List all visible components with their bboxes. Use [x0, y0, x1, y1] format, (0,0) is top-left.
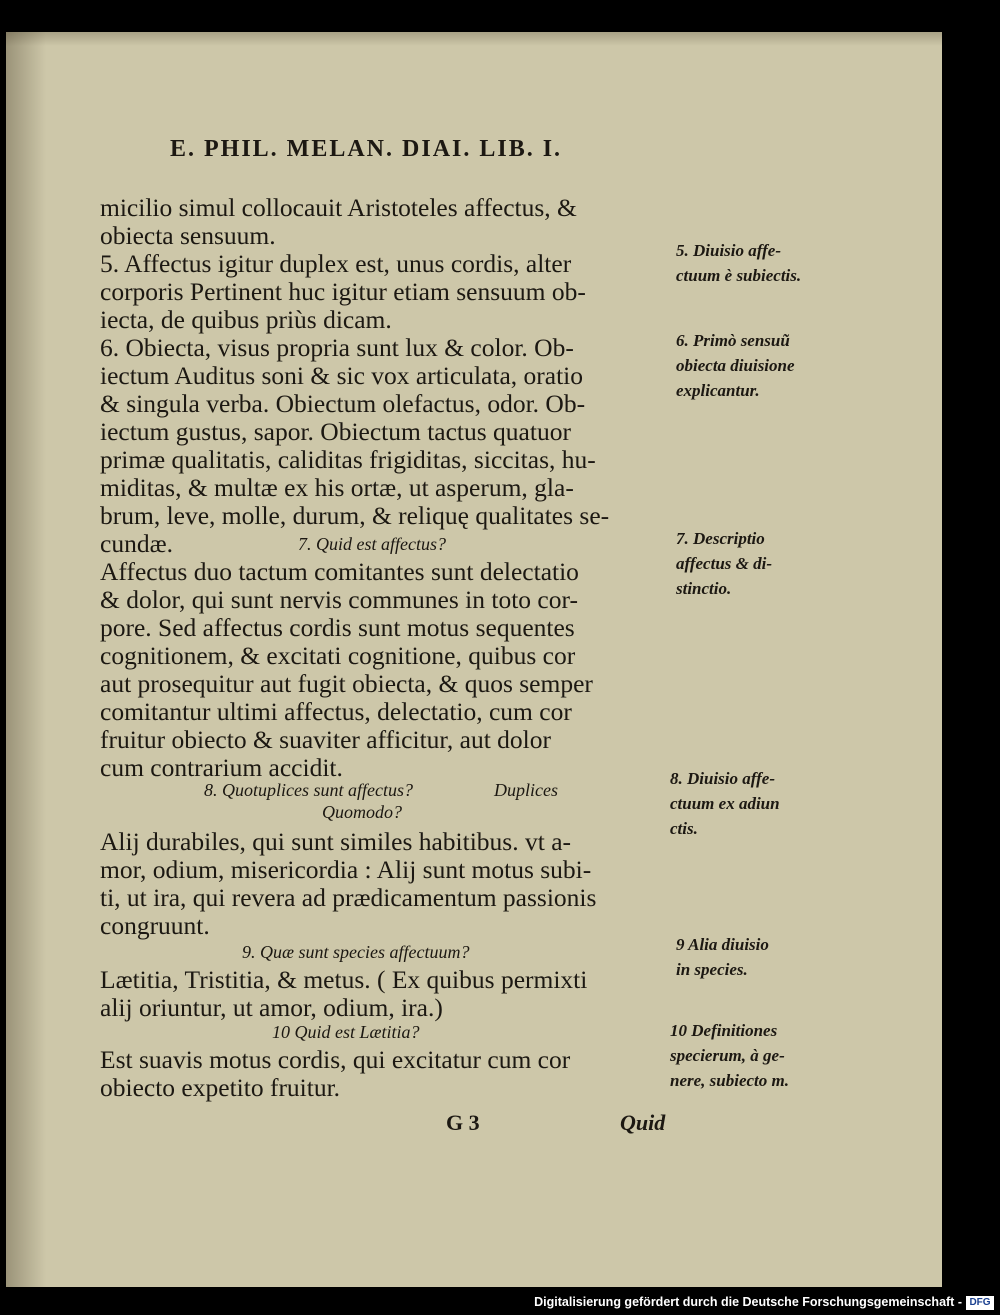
body-line: cognitionem, & excitati cognitione, quibus cor: [100, 641, 576, 670]
signature-mark: G 3: [446, 1110, 480, 1135]
margin-note-line: affectus & di-: [676, 554, 773, 573]
margin-note-line: 8. Diuisio affe-: [670, 769, 775, 788]
margin-note-6: [676, 328, 795, 403]
body-line: & dolor, qui sunt nervis communes in toto cor-: [100, 585, 578, 614]
margin-note-line: 7. Descriptio: [676, 529, 765, 548]
digitization-credit: Digitalisierung gefördert durch die Deutsche Forschungsgemeinschaft -: [534, 1295, 962, 1309]
margin-note-line: in species.: [676, 960, 748, 979]
margin-note-5: [676, 238, 801, 288]
body-line: aut prosequitur aut fugit obiecta, & quos semper: [100, 669, 593, 698]
margin-note-line: nere, subiecto m.: [670, 1071, 789, 1090]
question-7: 7. Quid est affectus?: [298, 534, 446, 554]
margin-note-line: explicantur.: [676, 381, 760, 400]
question-9: 9. Quæ sunt species affectuum?: [242, 942, 470, 962]
body-line: miditas, & multæ ex his ortæ, ut asperum, gla-: [100, 473, 574, 502]
body-line: iectum gustus, sapor. Obiectum tactus quatuor: [100, 417, 571, 446]
question-8-followup: Quomodo?: [322, 802, 402, 822]
body-line: Lætitia, Tristitia, & metus. ( Ex quibus permixti: [100, 965, 588, 994]
body-line: micilio simul collocauit Aristoteles affectus, &: [100, 193, 577, 222]
margin-note-line: obiecta diuisione: [676, 356, 795, 375]
body-line: iectum Auditus soni & sic vox articulata, oratio: [100, 361, 583, 390]
dfg-logo[interactable]: DFG: [966, 1296, 994, 1310]
margin-note-line: 9 Alia diuisio: [676, 935, 769, 954]
body-line: Est suavis motus cordis, qui excitatur cum cor: [100, 1045, 571, 1074]
margin-note-line: ctuum è subiectis.: [676, 266, 802, 285]
question-10: 10 Quid est Lætitia?: [272, 1022, 420, 1042]
body-line: obiecta sensuum.: [100, 221, 276, 250]
body-line: 6. Obiecta, visus propria sunt lux & color. Ob-: [100, 333, 574, 362]
body-line: cum contrarium accidit.: [100, 753, 343, 782]
margin-note-9: [676, 932, 769, 982]
book-page: [6, 32, 942, 1287]
body-line: obiecto expetito fruitur.: [100, 1073, 341, 1102]
body-line: alij oriuntur, ut amor, odium, ira.): [100, 993, 443, 1022]
margin-note-10: [670, 1018, 789, 1093]
body-line: comitantur ultimi affectus, delectatio, cum cor: [100, 697, 572, 726]
question-8: 8. Quotuplices sunt affectus?: [204, 780, 413, 800]
body-line: cundæ.: [100, 529, 173, 558]
body-line: fruitur obiecto & suaviter afficitur, aut dolor: [100, 725, 551, 754]
body-line: & singula verba. Obiectum olefactus, odor. Ob-: [100, 389, 586, 418]
margin-note-line: 10 Definitiones: [670, 1021, 778, 1040]
body-line: pore. Sed affectus cordis sunt motus sequentes: [100, 613, 575, 642]
margin-note-8: [670, 766, 780, 841]
running-header: E. PHIL. MELAN. DIAI. LIB. I.: [170, 136, 563, 162]
body-line: corporis Pertinent huc igitur etiam sensuum ob-: [100, 277, 586, 306]
margin-note-line: ctis.: [670, 819, 698, 838]
body-line: primæ qualitatis, caliditas frigiditas, siccitas, hu-: [100, 445, 596, 474]
margin-note-line: stinctio.: [676, 579, 732, 598]
margin-note-line: ctuum ex adiun: [670, 794, 780, 813]
body-line: Affectus duo tactum comitantes sunt delectatio: [100, 557, 579, 586]
margin-note-line: 5. Diuisio affe-: [676, 241, 781, 260]
body-line: congruunt.: [100, 911, 210, 940]
body-line: 5. Affectus igitur duplex est, unus cordis, alter: [100, 249, 572, 278]
catchword: Quid: [620, 1110, 666, 1135]
margin-note-line: 6. Primò sensuũ: [676, 331, 790, 350]
body-line: iecta, de quibus priùs dicam.: [100, 305, 392, 334]
margin-note-line: specierum, à ge-: [670, 1046, 785, 1065]
body-line: brum, leve, molle, durum, & reliquę qualitates se-: [100, 501, 610, 530]
body-line: ti, ut ira, qui revera ad prædicamentum passionis: [100, 883, 597, 912]
body-line: Alij durabiles, qui sunt similes habitibus. vt a-: [100, 827, 572, 856]
body-line: mor, odium, misericordia : Alij sunt motus subi-: [100, 855, 592, 884]
answer-8: Duplices: [494, 780, 558, 800]
margin-note-7: [676, 526, 772, 601]
